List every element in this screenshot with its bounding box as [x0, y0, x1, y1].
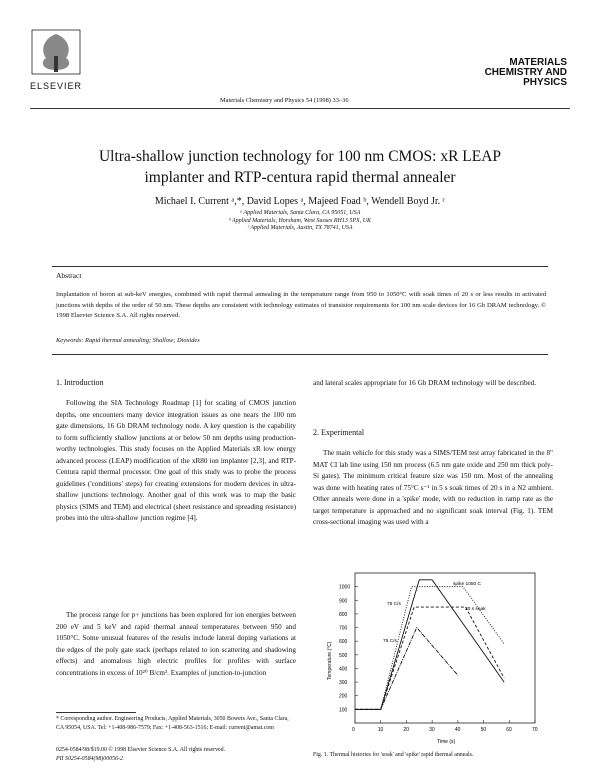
x-tick-label: 50 [480, 727, 487, 733]
x-tick-label: 0 [352, 727, 355, 733]
affiliation-c: ᶜ Applied Materials, Austin, TX 78741, USA [247, 225, 353, 231]
x-tick-label: 60 [506, 727, 512, 733]
abstract-top-rule [52, 266, 548, 267]
title-line-2: implanter and RTP-centura rapid thermal annealer [144, 169, 456, 186]
footnote-rule [56, 712, 136, 713]
pii-line: PII S0254-0584(98)00056-2 [56, 756, 123, 762]
x-tick-label: 30 [429, 727, 435, 733]
series-line [355, 580, 504, 710]
journal-line-3: PHYSICS [523, 77, 567, 88]
y-tick-label: 800 [339, 611, 348, 618]
y-tick-label: 400 [339, 666, 348, 673]
header-rule [30, 108, 570, 109]
intro-continued: and lateral scales appropriate for 16 Gb DRAM technology will be described. [313, 379, 537, 387]
tree-icon [30, 28, 82, 76]
abstract-text: Implantation of boron at sub-keV energies, combined with rapid thermal annealing in the temperature range from 950 to 1050°C with soak times of 20 s or less results in activated junctions with depths of the order of 50 nm. These depths are consistent with technology estimates of transistor requirements for 100 nm scale devices for 16 Gb DRAM technology. © 1998 Elsevier Science S.A. All rights reserved. [56, 291, 546, 319]
y-tick-label: 200 [339, 693, 348, 700]
experimental-paragraph: The main vehicle for this study was a SIMS/TEM test array fabricated in the 8" MAT CI lab line using 150 nm process (6.5 nm gate oxide and 250 nm thick poly-Si gates). The minimum critical feature size was 150 nm. Most of the annealing was done with heating rates of 75°C s⁻¹ in 5 s soak times of 20 s in a N2 ambient. Other anneals were done in a 'spike' mode, with no reduction in ramp rate as the target temperature is approached and no significant soak interval (Fig. 1). TEM cross-sectional imaging was used with a [313, 449, 553, 526]
series-line [355, 587, 504, 710]
title-line-1: Ultra-shallow junction technology for 100 nm CMOS: xR LEAP [98, 148, 502, 165]
x-tick-label: 70 [532, 727, 538, 733]
journal-line-2: CHEMISTRY AND [484, 67, 567, 78]
y-axis-label: Temperature (°C) [327, 641, 333, 680]
y-tick-label: 700 [339, 625, 348, 632]
publisher-name: ELSEVIER [30, 81, 83, 91]
footnote-text: * Corresponding author. Engineering Products, Applied Materials, 3050 Bowers Ave., Santa Clara, CA 95054, USA. Tel: +1-408-986-7579; Fax: +1-408-563-1516; E-mail: current@amat.com [56, 716, 289, 731]
y-tick-label: 100 [339, 707, 348, 714]
publisher-logo [30, 28, 83, 91]
y-tick-label: 1000 [339, 584, 351, 591]
x-tick-label: 10 [377, 727, 384, 733]
plot-frame [355, 573, 535, 723]
figure-caption: Fig. 1. Thermal histories for 'soak' and 'spike' rapid thermal anneals. [313, 752, 474, 758]
journal-line-1: MATERIALS [509, 57, 567, 68]
intro-paragraph-1: Following the SIA Technology Roadmap [1] for scaling of CMOS junction depths, one encounters many device integration issues as one nears the 100 nm gate dimensions, 16 Gb DRAM technology node. A key question is the capability to form sufficiently shallow junctions at or below 50 nm depths using production-worthy technologies. This study focuses on the Applied Materials xR low energy advanced process (LEAP) modification of the xR80 ion implanter [2,3], and RTP-Centura rapid thermal processor. One goal of this study was to probe the process guidelines ('conditions' steps) for creating extensions for modern devices in ultra-shallow junctions technology. Another goal of this work was to map the basic physics (SIMS and TEM) and electrical (sheet resistance and spreading resistance) probes into the ultra-shallow junction regime [4]. [56, 399, 296, 522]
section-1-heading: 1. Introduction [56, 378, 104, 387]
y-tick-label: 300 [339, 680, 348, 687]
y-tick-label: 900 [339, 598, 348, 605]
thermal-history-chart [313, 565, 563, 755]
abstract-bottom-rule [52, 354, 548, 355]
annotation-75cs-1: 75 C/s [387, 602, 401, 607]
figure-1 [313, 565, 563, 760]
x-axis-label: Time (s) [437, 739, 456, 745]
affiliations [120, 210, 480, 233]
intro-paragraph-2: The process range for p+ junctions has been explored for ion energies between 200 eV and 5 keV and rapid thermal anneal temperatures between 950 and 1050°C. Some unusual features of the results include lateral doping variations at the edges of the poly gate stack (perhaps related to ion scattering and shadowing effects) and anomalous high electric profiles for profiles with surface concentrations in excess of 10²⁰ B/cm³. Examples of junction-to-junction [56, 611, 296, 677]
y-tick-label: 600 [339, 639, 348, 646]
affiliation-a: ᵃ Applied Materials, Santa Clara, CA 95051, USA [239, 210, 361, 216]
annotation-soak: 20 s soak [465, 607, 486, 612]
section-2-heading: 2. Experimental [313, 428, 365, 437]
abstract-heading: Abstract [56, 271, 82, 280]
x-tick-label: 40 [454, 727, 461, 733]
citation-line: Materials Chemistry and Physics 54 (1998) 33–36 [220, 97, 349, 104]
author-list: Michael I. Current ᵃ,*, David Lopes ᵃ, Majeed Foad ᵇ, Wendell Boyd Jr. ᶜ [154, 196, 446, 207]
y-tick-label: 500 [339, 652, 348, 659]
keywords: Keywords: Rapid thermal annealing; Shallow; Dioxides [56, 337, 200, 344]
affiliation-b: ᵇ Applied Materials, Horsham, West Sussex RH13 5PX, UK [228, 217, 372, 224]
issn-line: 0254-0584/98/$19.00 © 1998 Elsevier Science S.A. All rights reserved. [56, 747, 226, 753]
annotation-75cs-2: 75 C/s [383, 639, 397, 644]
series-line [355, 607, 504, 709]
journal-name [455, 58, 567, 88]
article-title [40, 146, 560, 188]
annotation-spike: spike 1050 C [453, 582, 481, 587]
x-tick-label: 20 [403, 727, 409, 733]
